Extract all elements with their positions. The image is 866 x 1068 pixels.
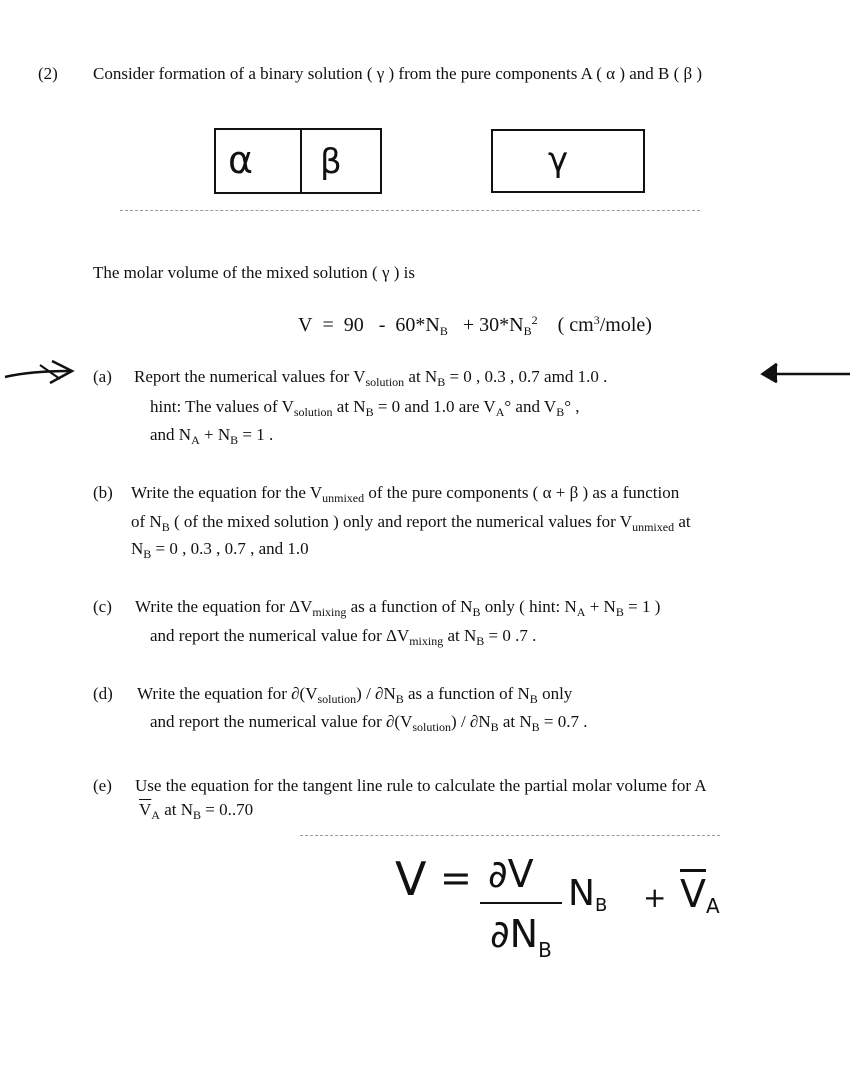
part-a-line-1: Report the numerical values for $V_{solution}$ at $N_B = 0$ , 0.3 , 0.7 amd 1.0 . <box>134 367 608 389</box>
part-d-line-2: and report the numerical value for $\partial(V_{solution}) / \partial N_B$ at $N_B = 0.7$ . <box>150 712 588 734</box>
hand-numerator: ∂V <box>488 852 534 896</box>
hand-equals: = <box>440 856 472 900</box>
part-b-line-2: of $N_B$ ( of the mixed solution ) only and report the numerical values for $V_{unmixed}$ at <box>131 512 691 534</box>
gamma-label: γ <box>548 140 569 180</box>
part-a-line-2: hint: The values of $V_{solution}$ at $N_B = 0$ and 1.0 are $V_A^\circ$ and $V_B^\circ$ , <box>150 397 580 419</box>
box-divider <box>300 128 302 192</box>
part-a-label: (a) <box>93 367 112 386</box>
part-e-line-2: $\overline{V}_A$ at $N_B = 0..70$ <box>139 800 254 822</box>
part-e-label: (e) <box>93 776 112 795</box>
scan-line <box>300 835 720 836</box>
part-b-label: (b) <box>93 483 113 502</box>
problem-intro: Consider formation of a binary solution ( γ ) from the pure components A ( α ) and B ( β ) <box>93 64 703 83</box>
hand-lhs: V <box>395 852 427 906</box>
part-c-line-2: and report the numerical value for $\Delta V_{mixing}$ at $N_B = 0$ .7 . <box>150 626 537 648</box>
part-b-line-3: $N_B = 0$ , 0.3 , 0.7 , and 1.0 <box>131 539 309 561</box>
part-e-line-1: Use the equation for the tangent line rule to calculate the partial molar volume for A <box>135 776 707 795</box>
part-b-line-1: Write the equation for the $V_{unmixed}$ of the pure components ( α + β ) as a function <box>131 483 680 505</box>
scan-line <box>120 210 700 211</box>
part-c-line-1: Write the equation for $\Delta V_{mixing}$ as a function of $N_B$ only ( hint: $N_A + N_B = 1$ ) <box>135 597 661 619</box>
beta-label: β <box>320 142 342 182</box>
hand-nb: $N_B$ <box>568 873 608 916</box>
part-a-line-3: and $N_A + N_B = 1$ . <box>150 425 274 447</box>
problem-number: (2) <box>38 64 58 83</box>
alpha-label: α <box>228 138 254 182</box>
hand-plus: + <box>643 881 667 914</box>
arrow-left-icon <box>755 358 855 388</box>
part-c-label: (c) <box>93 597 112 616</box>
hand-fraction-bar <box>480 902 562 904</box>
hand-va: $\overline{V}_A$ <box>680 872 720 918</box>
molar-volume-equation: V = 90 - $60*N_B$ + $30*N_B^2$ ( $cm^3/mole$) <box>298 313 652 338</box>
part-d-line-1: Write the equation for $\partial(V_{solution}) / \partial N_B$ as a function of $N_B$ only <box>137 684 573 706</box>
molar-volume-text: The molar volume of the mixed solution ( γ ) is <box>93 263 415 282</box>
part-d-label: (d) <box>93 684 113 703</box>
hand-denominator: $\partial N_B$ <box>490 912 552 962</box>
arrow-right-icon <box>0 355 80 395</box>
